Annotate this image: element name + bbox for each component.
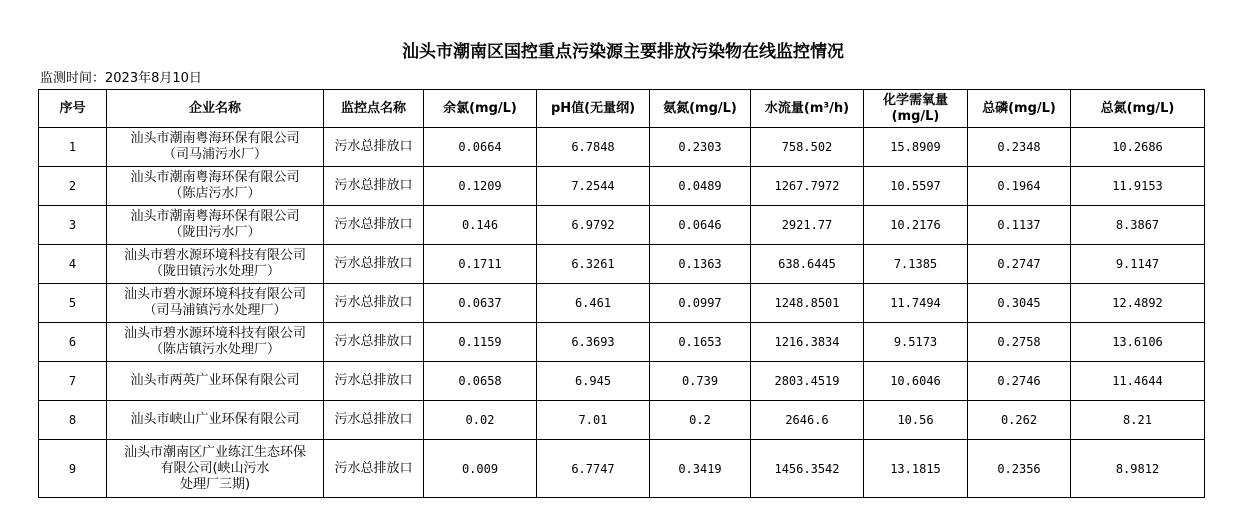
cell-company [107,167,324,206]
cell-company [107,440,324,498]
table-row [39,401,1205,440]
cell-chlorine: 0.009 [424,440,537,498]
cell-flow: 758.502 [751,128,864,167]
cell-company [107,128,324,167]
page-title: 汕头市潮南区国控重点污染源主要排放污染物在线监控情况 [402,42,844,62]
cell-point: 污水总排放口 [324,440,424,498]
cell-chlorine: 0.1209 [424,167,537,206]
cell-chlorine: 0.1159 [424,323,537,362]
company-name-line: 汕头市碧水源环境科技有限公司 [123,326,306,341]
cell-ph: 6.945 [537,362,650,401]
cell-tp: 0.2747 [968,245,1071,284]
col-header-flow: 水流量(m³/h) [751,90,864,128]
cell-ammonia: 0.3419 [650,440,751,498]
cell-cod: 13.1815 [864,440,968,498]
table-row [39,284,1205,323]
cell-ph: 6.3693 [537,323,650,362]
cell-tp: 0.1964 [968,167,1071,206]
cell-flow: 1456.3542 [751,440,864,498]
cell-ph: 6.3261 [537,245,650,284]
company-name-line: （陈店污水厂） [169,186,261,201]
cell-ammonia: 0.0489 [650,167,751,206]
cell-flow: 1267.7972 [751,167,864,206]
cell-no: 4 [39,245,107,284]
monitor-time: 监测时间：2023年8月10日 [40,71,202,86]
company-name-line: 汕头市两英广业环保有限公司 [130,373,300,388]
cell-flow: 1216.3834 [751,323,864,362]
company-name-line: 有限公司(峡山污水 [160,460,270,476]
cell-no: 2 [39,167,107,206]
cell-tn: 10.2686 [1071,128,1205,167]
cell-point: 污水总排放口 [324,206,424,245]
cell-tn: 9.1147 [1071,245,1205,284]
cell-ammonia: 0.1363 [650,245,751,284]
cell-point: 污水总排放口 [324,284,424,323]
cell-tp: 0.2758 [968,323,1071,362]
company-name-line: （陈店镇污水处理厂） [149,342,280,357]
table-row [39,323,1205,362]
cell-no: 9 [39,440,107,498]
cell-point: 污水总排放口 [324,323,424,362]
cell-no: 6 [39,323,107,362]
company-name-line: 汕头市碧水源环境科技有限公司 [123,248,306,263]
col-header-tn: 总氮(mg/L) [1071,90,1205,128]
company-name-line: 汕头市潮南粤海环保有限公司 [130,131,300,146]
cell-point: 污水总排放口 [324,167,424,206]
col-header-point: 监控点名称 [324,90,424,128]
cell-tp: 0.2356 [968,440,1071,498]
cell-flow: 2646.6 [751,401,864,440]
cell-tn: 11.9153 [1071,167,1205,206]
cell-no: 5 [39,284,107,323]
cell-ammonia: 0.2303 [650,128,751,167]
cell-chlorine: 0.0637 [424,284,537,323]
cell-ammonia: 0.2 [650,401,751,440]
table-header-row [39,90,1205,128]
company-name-line: 汕头市潮南粤海环保有限公司 [130,209,300,224]
company-name-line: （陇田镇污水处理厂） [149,264,280,279]
cell-point: 污水总排放口 [324,128,424,167]
cell-cod: 7.1385 [864,245,968,284]
cell-tn: 8.9812 [1071,440,1205,498]
table-row [39,245,1205,284]
cell-tp: 0.1137 [968,206,1071,245]
cell-tp: 0.262 [968,401,1071,440]
cell-cod: 15.8909 [864,128,968,167]
cell-company [107,323,324,362]
cell-chlorine: 0.0664 [424,128,537,167]
company-name-line: 汕头市碧水源环境科技有限公司 [123,287,306,302]
company-name-line: （陇田污水厂） [169,225,261,240]
table-row [39,440,1205,498]
cell-tp: 0.3045 [968,284,1071,323]
cell-tp: 0.2746 [968,362,1071,401]
cell-ph: 7.01 [537,401,650,440]
col-header-cod: 化学需氧量(mg/L) [864,90,968,128]
cell-ph: 6.9792 [537,206,650,245]
company-name-line: 汕头市峡山广业环保有限公司 [130,412,300,427]
cell-tn: 12.4892 [1071,284,1205,323]
cell-ph: 7.2544 [537,167,650,206]
cell-tn: 8.21 [1071,401,1205,440]
monitoring-table [38,89,1205,498]
cell-chlorine: 0.0658 [424,362,537,401]
cell-tp: 0.2348 [968,128,1071,167]
col-header-no: 序号 [39,90,107,128]
table-row [39,128,1205,167]
cell-tn: 8.3867 [1071,206,1205,245]
cell-no: 1 [39,128,107,167]
company-name-line: 汕头市潮南粤海环保有限公司 [130,170,300,185]
cell-ammonia: 0.0646 [650,206,751,245]
cell-point: 污水总排放口 [324,401,424,440]
table-row [39,362,1205,401]
cell-point: 污水总排放口 [324,362,424,401]
cell-cod: 10.56 [864,401,968,440]
cell-cod: 11.7494 [864,284,968,323]
cell-ammonia: 0.1653 [650,323,751,362]
cell-cod: 9.5173 [864,323,968,362]
cell-flow: 2921.77 [751,206,864,245]
cell-chlorine: 0.146 [424,206,537,245]
cell-ammonia: 0.739 [650,362,751,401]
cell-ph: 6.7848 [537,128,650,167]
cell-point: 污水总排放口 [324,245,424,284]
cell-cod: 10.5597 [864,167,968,206]
cell-no: 3 [39,206,107,245]
col-header-chlorine: 余氯(mg/L) [424,90,537,128]
cell-company [107,206,324,245]
cell-no: 8 [39,401,107,440]
cell-cod: 10.2176 [864,206,968,245]
cell-ammonia: 0.0997 [650,284,751,323]
col-header-ammonia: 氨氮(mg/L) [650,90,751,128]
cell-ph: 6.461 [537,284,650,323]
cell-company [107,362,324,401]
table-row [39,206,1205,245]
cell-cod: 10.6046 [864,362,968,401]
cell-tn: 11.4644 [1071,362,1205,401]
company-name-line: 处理厂三期) [179,476,251,492]
cell-company [107,401,324,440]
table-row [39,167,1205,206]
cell-company [107,245,324,284]
col-header-tp: 总磷(mg/L) [968,90,1071,128]
cell-flow: 2803.4519 [751,362,864,401]
company-name-line: （司马浦镇污水处理厂） [143,303,287,318]
company-name-line: 汕头市潮南区广业练江生态环保 [123,444,306,460]
col-header-company: 企业名称 [107,90,324,128]
cell-chlorine: 0.1711 [424,245,537,284]
cell-no: 7 [39,362,107,401]
cell-flow: 1248.8501 [751,284,864,323]
col-header-ph: pH值(无量纲) [537,90,650,128]
cell-flow: 638.6445 [751,245,864,284]
company-name-line: （司马浦污水厂） [162,147,267,162]
cell-chlorine: 0.02 [424,401,537,440]
cell-ph: 6.7747 [537,440,650,498]
cell-company [107,284,324,323]
cell-tn: 13.6106 [1071,323,1205,362]
